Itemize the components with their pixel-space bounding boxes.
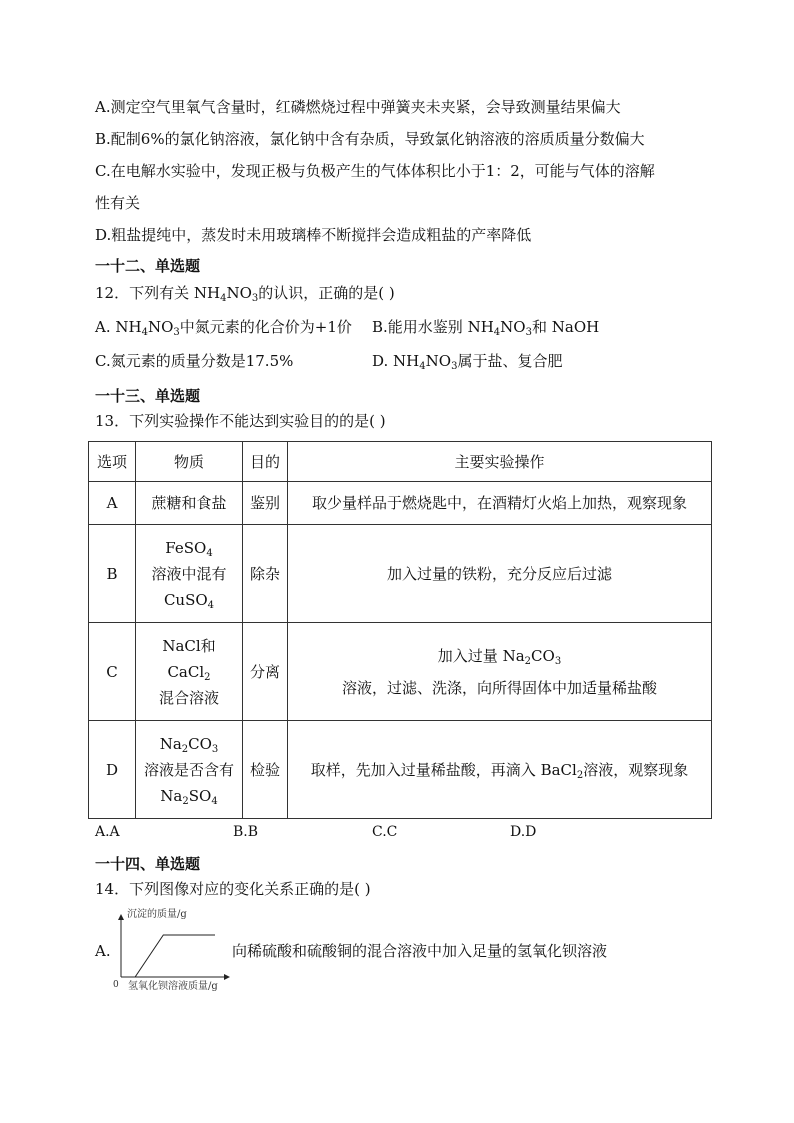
row-d-option: D xyxy=(89,721,136,819)
chart-series-line xyxy=(121,935,215,977)
x-axis-label: 氢氧化钡溶液质量/g xyxy=(128,981,218,992)
q11-option-c-cont: 性有关 xyxy=(95,194,141,212)
table-header-row xyxy=(89,442,712,482)
experiment-table xyxy=(88,441,712,819)
q12-option-b: B.能用水鉴别 $NH_4NO_3$和 NaOH xyxy=(372,318,600,338)
row-a-option: A xyxy=(89,482,136,525)
row-d-substance: $Na_2CO_3$ 溶液是否含有 $Na_2SO_4$ xyxy=(136,721,243,819)
q11-option-d: D.粗盐提纯中，蒸发时未用玻璃棒不断搅拌会造成粗盐的产率降低 xyxy=(95,226,532,244)
q13-answer-d: D.D xyxy=(510,824,537,840)
q11-option-c: C.在电解水实验中，发现正极与负极产生的气体体积比小于1：2，可能与气体的溶解 xyxy=(95,162,655,180)
q12-option-d: D. $NH_4NO_3$属于盐、复合肥 xyxy=(372,352,563,372)
q14-option-a-label: A. xyxy=(95,942,111,960)
row-a-purpose: 鉴别 xyxy=(243,482,288,525)
header-operation: 主要实验操作 xyxy=(288,442,712,482)
row-c-substance: NaCl和 CaCl$_2$ 混合溶液 xyxy=(136,623,243,721)
q14-question: 14．下列图像对应的变化关系正确的是( ) xyxy=(95,880,371,898)
origin-label: 0 xyxy=(113,980,119,990)
table-row xyxy=(89,482,712,525)
section13-heading: 一十三、单选题 xyxy=(95,387,201,405)
q13-answer-b: B.B xyxy=(233,824,259,840)
row-a-substance: 蔗糖和食盐 xyxy=(136,482,243,525)
q13-question: 13．下列实验操作不能达到实验目的的是( ) xyxy=(95,412,386,430)
header-substance: 物质 xyxy=(136,442,243,482)
header-purpose: 目的 xyxy=(243,442,288,482)
row-c-purpose: 分离 xyxy=(243,623,288,721)
row-b-option: B xyxy=(89,525,136,623)
table-row xyxy=(89,525,712,623)
q14-chart xyxy=(95,905,235,995)
q12-option-c: C.氮元素的质量分数是17.5% xyxy=(95,352,294,370)
table-row xyxy=(89,721,712,819)
row-a-operation: 取少量样品于燃烧匙中，在酒精灯火焰上加热，观察现象 xyxy=(288,482,712,525)
row-c-operation: 加入过量 $Na_2CO_3$ 溶液，过滤、洗涤，向所得固体中加适量稀盐酸 xyxy=(288,623,712,721)
chart-svg xyxy=(95,905,235,995)
row-c-option: C xyxy=(89,623,136,721)
y-axis-label: 沉淀的质量/g xyxy=(127,909,187,920)
section12-heading: 一十二、单选题 xyxy=(95,257,201,275)
section14-heading: 一十四、单选题 xyxy=(95,855,201,873)
header-option: 选项 xyxy=(89,442,136,482)
q13-answer-a: A.A xyxy=(95,824,120,840)
q13-answer-c: C.C xyxy=(372,824,398,840)
q11-option-b: B.配制6%的氯化钠溶液，氯化钠中含有杂质，导致氯化钠溶液的溶质质量分数偏大 xyxy=(95,130,645,148)
q11-option-a: A.测定空气里氧气含量时，红磷燃烧过程中弹簧夹未夹紧，会导致测量结果偏大 xyxy=(95,98,621,116)
q12-question: 12．下列有关 $NH_4NO_3$的认识，正确的是( ) xyxy=(95,284,395,304)
row-b-operation: 加入过量的铁粉，充分反应后过滤 xyxy=(288,525,712,623)
table-row xyxy=(89,623,712,721)
row-b-purpose: 除杂 xyxy=(243,525,288,623)
q12-option-a: A. $NH_4NO_3$中氮元素的化合价为+1价 xyxy=(95,318,352,338)
row-d-operation: 取样，先加入过量稀盐酸，再滴入 BaCl$_2$溶液，观察现象 xyxy=(288,721,712,819)
q14-option-a-text: 向稀硫酸和硫酸铜的混合溶液中加入足量的氢氧化钡溶液 xyxy=(232,942,608,960)
row-b-substance: FeSO$_4$ 溶液中混有 CuSO$_4$ xyxy=(136,525,243,623)
row-d-purpose: 检验 xyxy=(243,721,288,819)
